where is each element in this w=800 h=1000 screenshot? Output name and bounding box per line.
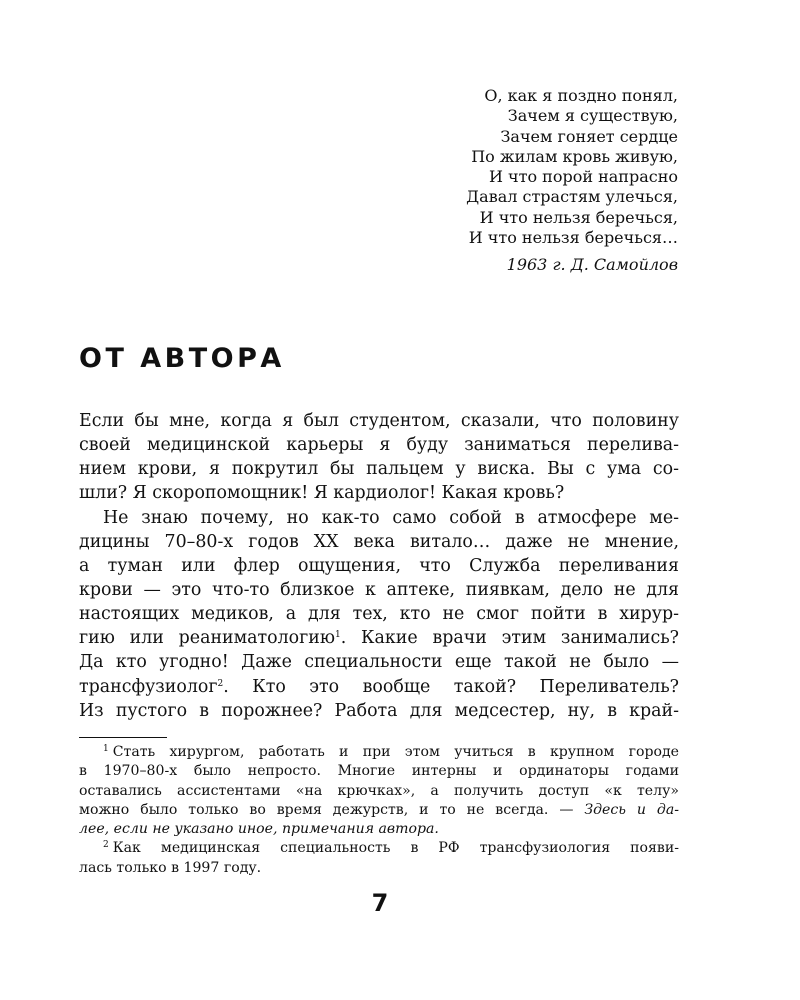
- text-line: своей медицинской карьеры я буду заниматься перелива-: [79, 435, 679, 456]
- epigraph-attribution: 1963 г. Д. Самойлов: [506, 255, 678, 275]
- footnote-number: 1: [103, 744, 109, 754]
- text-line: настоящих медиков, а для тех, кто не смог пойти в хирур-: [79, 604, 679, 625]
- epigraph: [318, 86, 678, 276]
- footnote-ref-2[interactable]: 2: [217, 678, 224, 689]
- text-line: шли? Я скоропомощник! Я кардиолог! Какая кровь?: [79, 483, 565, 504]
- epigraph-line: И что нельзя беречься…: [468, 228, 678, 248]
- text-line: дицины 70–80-х годов XX века витало… даже не мнение,: [79, 531, 679, 552]
- text-line: Да кто угодно! Даже специальности еще такой не было —: [79, 652, 679, 673]
- epigraph-line: Зачем гоняет сердце: [500, 126, 678, 146]
- text-line: [79, 675, 679, 699]
- text-line: Если бы мне, когда я был студентом, сказали, что половину: [79, 411, 679, 431]
- footnote-italic-text: лее, если не указано иное, примечания автора.: [79, 821, 439, 838]
- footnote-number: 2: [103, 840, 109, 851]
- text-line: Из пустого в порожнее? Работа для медсестер, ну, в край-: [79, 700, 679, 721]
- footnote-text: можно было только во время дежурств, и то не всегда. —: [79, 801, 585, 818]
- footnote-divider: [79, 737, 167, 738]
- epigraph-line: И что порой напрасно: [488, 167, 678, 187]
- text-line: нием крови, я покрутил бы пальцем у виска. Вы с ума со-: [79, 459, 679, 480]
- text-segment: . Какие врачи этим занимались?: [340, 628, 679, 649]
- text-line: Не знаю почему, но как-то само собой в атмосфере ме-: [103, 507, 679, 528]
- body-text: [79, 409, 679, 723]
- text-segment: трансфузиолог: [79, 676, 218, 697]
- page-number: 7: [371, 889, 389, 917]
- footnotes: [79, 743, 679, 878]
- footnote-ref-1[interactable]: 1: [335, 630, 341, 641]
- text-segment: . Кто это вообще такой? Переливатель?: [223, 676, 679, 697]
- epigraph-line: О, как я поздно понял,: [484, 86, 678, 105]
- footnote-text: Как медицинская специальность в РФ трансфузиология появи-: [112, 840, 679, 857]
- footnote-line: [79, 801, 679, 820]
- text-line: а туман или флер ощущения, что Служба переливания: [79, 555, 679, 576]
- footnote-line: в 1970–80-х было непросто. Многие интерны и ординаторы годами: [79, 763, 679, 780]
- footnote-2: [79, 839, 679, 858]
- footnote-italic-text: Здесь и да-: [584, 801, 679, 818]
- epigraph-line: И что нельзя беречься,: [479, 207, 678, 227]
- footnote-text: Стать хирургом, работать и при этом учиться в крупном городе: [112, 744, 679, 760]
- footnote-line: [79, 820, 679, 839]
- footnote-1: [79, 743, 679, 762]
- text-line: крови — это что-то близкое к аптеке, пиявкам, дело не для: [79, 579, 679, 600]
- text-segment: гию или реаниматологию: [79, 628, 335, 649]
- epigraph-line: По жилам кровь живую,: [471, 146, 678, 166]
- footnote-line: лась только в 1997 году.: [79, 859, 262, 876]
- footnote-line: оставались ассистентами «на крючках», а получить доступ «к телу»: [79, 782, 679, 799]
- epigraph-line: Зачем я существую,: [507, 106, 678, 126]
- text-line: [79, 626, 679, 650]
- epigraph-line: Давал страстям улечься,: [466, 187, 678, 207]
- chapter-title: ОТ АВТОРА: [79, 343, 285, 374]
